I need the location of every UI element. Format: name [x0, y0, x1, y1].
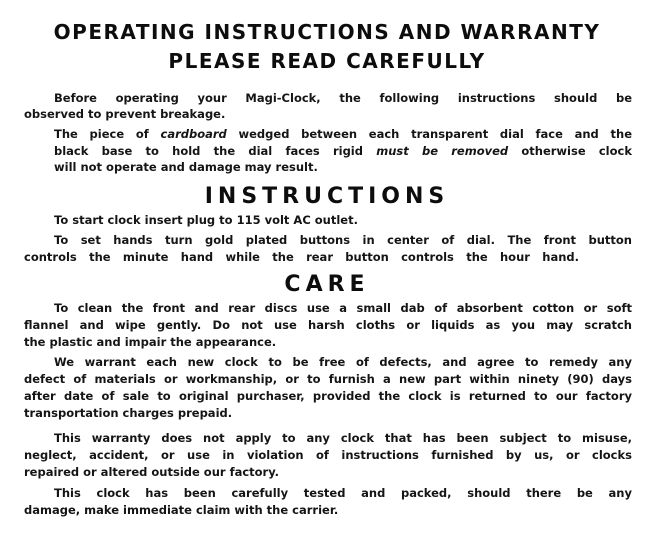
instructions-p2-line1: To set hands turn gold plated buttons in center of dial. The front button: [54, 233, 632, 247]
intro-p1-line2: observed to prevent breakage.: [24, 107, 226, 121]
intro-p2-text: otherwise clock: [508, 144, 632, 158]
intro-p2-text: The piece of: [54, 127, 161, 141]
instructions-p1: To start clock insert plug to 115 volt AC outlet.: [54, 213, 358, 227]
care-p1-line3: the plastic and impair the appearance.: [24, 335, 277, 349]
instructions-p2-line2: controls the minute hand while the rear button controls the hour hand.: [24, 250, 579, 264]
intro-p2-line2: [54, 143, 632, 159]
intro-p2-text: wedged between each transparent dial face and the: [226, 127, 632, 141]
intro-p2-text: black base to hold the dial faces rigid: [54, 144, 377, 158]
intro-p2-line1: [54, 126, 632, 142]
intro-p2-line3: will not operate and damage may result.: [54, 160, 318, 174]
care-heading: CARE: [284, 272, 370, 297]
warranty-p2-line1: This warranty does not apply to any clock that has been subject to misuse,: [54, 431, 632, 445]
warranty-p1-line4: transportation charges prepaid.: [24, 406, 233, 420]
warranty-p1-line2: defect of materials or workmanship, or to furnish a new part within ninety (90) days: [24, 372, 632, 386]
warranty-p2-line3: repaired or altered outside our factory.: [24, 465, 280, 479]
document-subtitle: PLEASE READ CAREFULLY: [168, 49, 486, 73]
instructions-heading: INSTRUCTIONS: [204, 184, 450, 209]
document-title: OPERATING INSTRUCTIONS AND WARRANTY: [53, 20, 601, 44]
warranty-p1-line3: after date of sale to original purchaser, provided the clock is returned to our factory: [24, 389, 632, 403]
care-p1-line2: flannel and wipe gently. Do not use harsh cloths or liquids as you may scratch: [24, 318, 632, 332]
care-p1-line1: To clean the front and rear discs use a small dab of absorbent cotton or soft: [54, 301, 632, 315]
warranty-p2-line2: neglect, accident, or use in violation of instructions furnished by us, or clocks: [24, 448, 632, 462]
warranty-p1-line1: We warrant each new clock to be free of defects, and agree to remedy any: [54, 355, 632, 369]
intro-p1-line1: Before operating your Magi-Clock, the following instructions should be: [54, 91, 632, 105]
intro-p2-emphasis-cardboard: cardboard: [160, 127, 227, 141]
intro-p2-emphasis-must-be-removed: must be removed: [376, 144, 509, 158]
closing-p-line1: This clock has been carefully tested and packed, should there be any: [54, 486, 632, 500]
closing-p-line2: damage, make immediate claim with the carrier.: [24, 503, 339, 517]
